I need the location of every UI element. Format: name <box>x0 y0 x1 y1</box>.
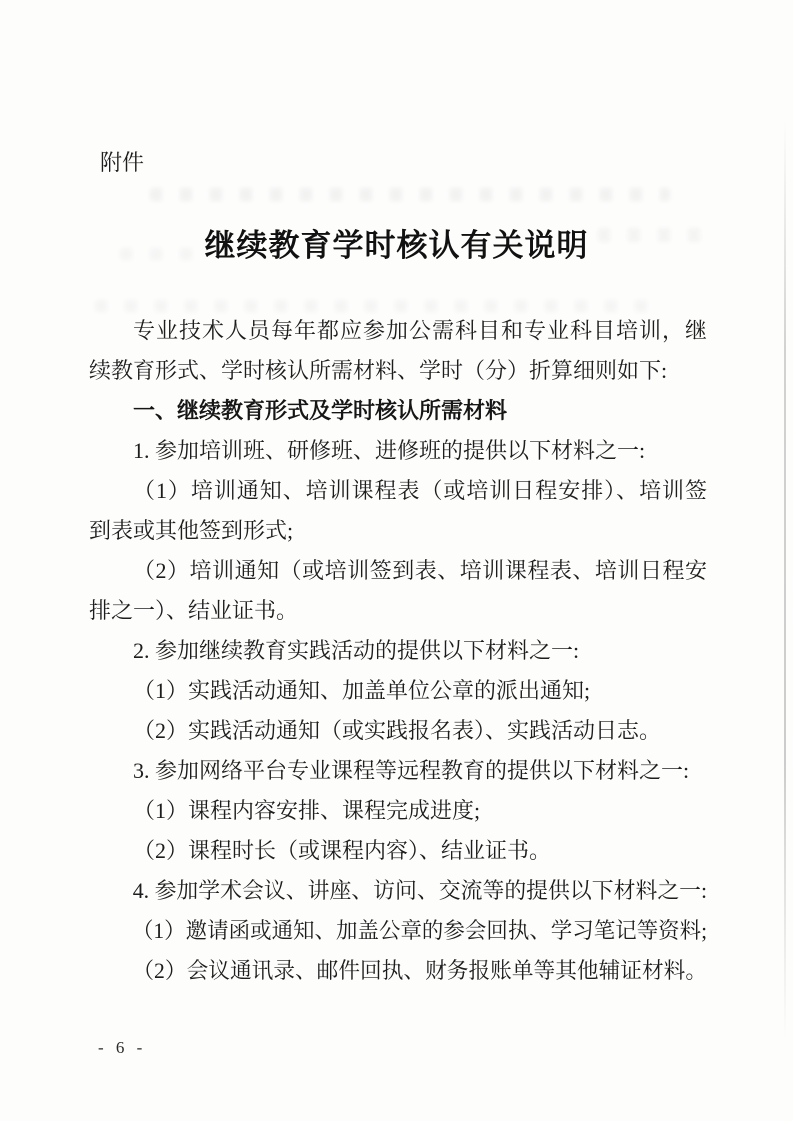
body-line: （2）课程时长（或课程内容）、结业证书。 <box>133 838 552 863</box>
body-line: 续教育形式、学时核认所需材料、学时（分）折算细则如下: <box>89 358 668 383</box>
body-line: （1）实践活动通知、加盖单位公章的派出通知; <box>133 678 591 703</box>
body-line: 到表或其他签到形式; <box>89 518 294 543</box>
body-line: （2）培训通知（或培训签到表、培训课程表、培训日程安 <box>133 558 707 583</box>
document-body <box>89 311 707 991</box>
bleedthrough-smudge <box>150 188 670 201</box>
body-line: （1）培训通知、培训课程表（或培训日程安排）、培训签 <box>133 478 707 503</box>
section-heading: 一、继续教育形式及学时核认所需材料 <box>133 398 508 423</box>
body-line: （1）邀请函或通知、加盖公章的参会回执、学习笔记等资料; <box>131 918 708 943</box>
body-line: 专业技术人员每年都应参加公需科目和专业科目培训，继 <box>133 318 707 343</box>
attachment-label: 附件 <box>100 150 145 175</box>
body-line: （1）课程内容安排、课程完成进度; <box>133 798 481 823</box>
body-line: （2）实践活动通知（或实践报名表）、实践活动日志。 <box>133 718 662 743</box>
body-line: 2. 参加继续教育实践活动的提供以下材料之一: <box>133 638 580 663</box>
body-line: 排之一）、结业证书。 <box>89 598 299 623</box>
document-title: 继续教育学时核认有关说明 <box>204 228 589 263</box>
body-line: 3. 参加网络平台专业课程等远程教育的提供以下材料之一: <box>133 758 690 783</box>
page-number: - 6 - <box>98 1038 147 1057</box>
body-line: 1. 参加培训班、研修班、进修班的提供以下材料之一: <box>133 438 646 463</box>
body-line: （2）会议通讯录、邮件回执、财务报账单等其他辅证材料。 <box>132 958 708 983</box>
body-line: 4. 参加学术会议、讲座、访问、交流等的提供以下材料之一: <box>132 878 708 903</box>
